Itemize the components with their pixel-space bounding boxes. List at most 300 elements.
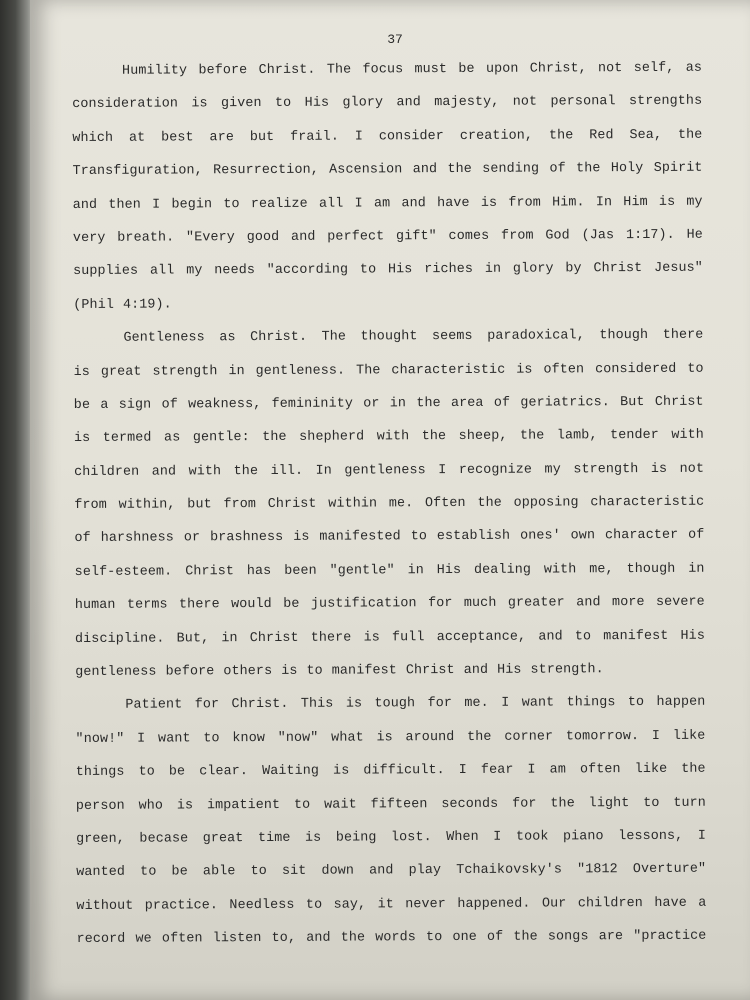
word: consideration bbox=[72, 96, 179, 113]
word: or bbox=[363, 396, 380, 412]
word: the bbox=[550, 795, 575, 812]
word: but bbox=[187, 497, 212, 513]
word: great bbox=[100, 364, 142, 380]
word: from bbox=[501, 228, 534, 244]
text-line bbox=[77, 927, 707, 964]
word: difficult. bbox=[363, 763, 445, 779]
word: paradoxical, bbox=[487, 328, 585, 344]
word: am bbox=[549, 762, 566, 778]
word: it bbox=[377, 897, 394, 913]
text-line bbox=[74, 426, 704, 463]
word: much bbox=[463, 596, 497, 612]
word: often bbox=[543, 361, 585, 378]
word: area bbox=[450, 395, 484, 411]
word: manifest bbox=[331, 663, 397, 679]
word: often bbox=[161, 931, 203, 947]
word: and bbox=[463, 662, 489, 678]
word: at bbox=[128, 130, 146, 146]
word: to bbox=[250, 864, 267, 880]
word: supplies bbox=[73, 264, 139, 280]
word: without bbox=[76, 898, 134, 914]
word: In bbox=[595, 194, 613, 210]
word: I bbox=[458, 763, 467, 779]
word: be bbox=[171, 864, 188, 880]
word: seems bbox=[431, 329, 473, 345]
word: I bbox=[493, 829, 502, 845]
word: Christ. bbox=[231, 697, 289, 713]
word: severe bbox=[655, 594, 705, 611]
word: have bbox=[437, 195, 470, 211]
word: by bbox=[565, 261, 582, 277]
word: Christ bbox=[267, 496, 317, 513]
word: geriatrics. bbox=[520, 395, 610, 411]
word: for bbox=[512, 796, 537, 812]
word: His bbox=[387, 262, 413, 278]
word: to bbox=[627, 695, 645, 711]
word: the bbox=[233, 463, 259, 479]
page-number: 37 bbox=[387, 32, 403, 47]
text-line bbox=[75, 626, 705, 663]
word: person bbox=[75, 798, 125, 814]
word: I bbox=[697, 828, 706, 844]
text-line bbox=[73, 226, 703, 263]
word: justification bbox=[310, 596, 417, 613]
word: my bbox=[686, 194, 703, 210]
word: words bbox=[375, 930, 416, 946]
word: must bbox=[414, 62, 448, 78]
word: as bbox=[164, 430, 181, 446]
word: want bbox=[521, 695, 555, 712]
word: to bbox=[138, 764, 155, 780]
word: realize bbox=[250, 196, 308, 212]
word: Christ bbox=[405, 663, 455, 679]
text-line bbox=[73, 159, 703, 196]
word: (Jas bbox=[581, 228, 615, 244]
word: which bbox=[72, 130, 114, 146]
word: is bbox=[281, 663, 298, 679]
word: manifest bbox=[603, 628, 669, 644]
word: But, bbox=[176, 630, 210, 647]
word: sit bbox=[281, 864, 307, 880]
word: am bbox=[373, 195, 391, 211]
word: things bbox=[566, 695, 616, 711]
word: thought bbox=[360, 329, 418, 345]
word: and bbox=[401, 195, 426, 211]
text-line bbox=[74, 359, 704, 396]
word: to bbox=[140, 864, 157, 881]
word: human bbox=[74, 598, 116, 614]
word: I bbox=[651, 728, 661, 744]
word: turn bbox=[673, 795, 706, 811]
word: within, bbox=[118, 497, 176, 513]
word: one bbox=[452, 930, 477, 946]
word: greater bbox=[507, 595, 565, 611]
word: breath. bbox=[117, 230, 175, 246]
word: tough bbox=[374, 696, 416, 712]
text-line bbox=[74, 493, 704, 530]
word: is bbox=[176, 797, 194, 814]
word: as bbox=[685, 60, 703, 76]
word: His bbox=[497, 662, 522, 678]
word: is bbox=[376, 730, 393, 746]
word: the bbox=[548, 128, 574, 144]
word: full bbox=[391, 629, 425, 645]
word: what bbox=[331, 730, 364, 746]
word: gentleness bbox=[75, 664, 157, 681]
word: 4:19). bbox=[122, 297, 172, 313]
word: and bbox=[306, 930, 331, 946]
word: perfect bbox=[327, 229, 385, 245]
word: be bbox=[168, 764, 186, 780]
word: is bbox=[304, 830, 322, 846]
word: I bbox=[527, 762, 536, 778]
word: children bbox=[577, 895, 643, 912]
word: my bbox=[186, 263, 203, 279]
word: Transfiguration, bbox=[72, 163, 203, 180]
word: with bbox=[376, 429, 410, 445]
word: took bbox=[515, 829, 549, 845]
word: though bbox=[626, 561, 676, 577]
word: is bbox=[73, 431, 91, 447]
word: and bbox=[576, 595, 601, 611]
word: in bbox=[389, 396, 407, 412]
word: of bbox=[549, 161, 566, 177]
word: Our bbox=[541, 896, 567, 912]
word: more bbox=[612, 595, 645, 611]
word: me, bbox=[589, 562, 614, 578]
word: the bbox=[513, 929, 538, 945]
word: opposing bbox=[513, 495, 579, 511]
word: majesty, bbox=[434, 95, 500, 111]
text-line bbox=[74, 526, 704, 563]
word: self-esteem. bbox=[74, 564, 173, 580]
book-spine-shadow bbox=[0, 0, 34, 1000]
word: Patient bbox=[125, 697, 183, 714]
word: often bbox=[579, 762, 621, 778]
word: "practice bbox=[633, 928, 707, 945]
word: best bbox=[161, 130, 194, 146]
word: like bbox=[672, 728, 706, 744]
word: want bbox=[158, 731, 191, 747]
word: needs bbox=[214, 263, 256, 279]
word: for bbox=[427, 696, 453, 712]
word: dealing bbox=[473, 562, 532, 578]
word: gentleness bbox=[344, 462, 426, 479]
word: When bbox=[446, 829, 479, 846]
word: Holy bbox=[610, 161, 644, 177]
word: to, bbox=[271, 930, 297, 947]
word: are bbox=[209, 129, 234, 146]
word: frail. bbox=[290, 129, 339, 145]
word: of bbox=[161, 397, 178, 413]
word: brashness bbox=[210, 530, 284, 546]
word: impatient bbox=[206, 797, 281, 813]
word: to bbox=[643, 795, 660, 811]
word: becase bbox=[139, 831, 189, 847]
word: but bbox=[249, 129, 275, 145]
word: gift" bbox=[396, 229, 437, 245]
word: in bbox=[688, 561, 705, 577]
word: as bbox=[219, 330, 236, 346]
word: is bbox=[73, 364, 90, 380]
word: Christ bbox=[593, 261, 643, 277]
word: His bbox=[680, 628, 705, 644]
word: lessons, bbox=[618, 828, 684, 845]
word: upon bbox=[485, 61, 519, 77]
word: and bbox=[412, 162, 438, 178]
word: the bbox=[467, 729, 492, 745]
word: then bbox=[108, 197, 141, 213]
word: before bbox=[198, 63, 248, 79]
word: discipline. bbox=[74, 631, 165, 647]
word: The bbox=[321, 329, 347, 345]
word: strengths bbox=[628, 94, 703, 110]
word: "1812 bbox=[577, 862, 618, 878]
word: He bbox=[686, 227, 703, 243]
word: manifested bbox=[319, 529, 401, 546]
word: are bbox=[598, 929, 624, 945]
word: the bbox=[416, 395, 441, 412]
word: play bbox=[408, 863, 442, 879]
word: be bbox=[283, 597, 300, 613]
word: I bbox=[438, 462, 447, 478]
text-line bbox=[76, 827, 706, 864]
word: "according bbox=[266, 262, 349, 279]
word: to bbox=[305, 897, 323, 913]
word: "gentle" bbox=[329, 563, 395, 579]
word: and bbox=[538, 629, 563, 645]
word: recognize bbox=[458, 462, 533, 478]
word: with bbox=[543, 562, 577, 578]
word: clear. bbox=[199, 764, 249, 780]
word: me. bbox=[388, 496, 414, 512]
word: fear bbox=[480, 762, 514, 779]
word: with bbox=[188, 463, 222, 480]
word: acceptance, bbox=[436, 629, 527, 645]
word: to bbox=[223, 196, 240, 212]
word: strength bbox=[573, 461, 639, 478]
word: weakness, bbox=[188, 396, 262, 413]
word: Humility bbox=[122, 63, 188, 79]
word: Overture" bbox=[632, 862, 707, 878]
word: be bbox=[73, 397, 91, 413]
word: say, bbox=[333, 897, 367, 913]
word: tender bbox=[610, 428, 659, 444]
word: have bbox=[654, 895, 687, 911]
word: of bbox=[74, 531, 91, 547]
word: in bbox=[228, 363, 245, 379]
word: happened. bbox=[457, 896, 531, 912]
word: with bbox=[671, 427, 704, 444]
word: to bbox=[293, 797, 311, 813]
word: begin bbox=[171, 196, 213, 213]
word: His bbox=[436, 562, 462, 578]
text-line bbox=[75, 727, 705, 764]
word: characteristic bbox=[590, 494, 705, 511]
word: happen bbox=[656, 695, 706, 711]
word: to bbox=[359, 262, 377, 278]
word: to bbox=[306, 663, 323, 679]
word: given bbox=[220, 96, 262, 112]
word: This bbox=[300, 697, 334, 713]
word: has bbox=[246, 563, 272, 579]
word: and bbox=[72, 197, 98, 213]
word: seconds bbox=[441, 796, 499, 812]
word: Resurrection, bbox=[213, 162, 319, 179]
word: light bbox=[588, 795, 630, 811]
word: In bbox=[315, 463, 332, 479]
word: piano bbox=[562, 829, 604, 845]
word: within bbox=[328, 496, 378, 512]
word: my bbox=[544, 462, 561, 478]
word: and bbox=[369, 863, 394, 879]
word: is bbox=[345, 696, 363, 712]
text-line bbox=[73, 326, 703, 363]
word: in bbox=[407, 563, 424, 579]
word: the bbox=[681, 761, 706, 778]
word: able bbox=[202, 864, 236, 880]
word: is bbox=[650, 461, 668, 477]
word: femininity bbox=[271, 396, 354, 412]
word: fifteen bbox=[370, 796, 428, 813]
word: gentleness. bbox=[255, 363, 346, 379]
word: before bbox=[165, 664, 215, 680]
word: "now!" bbox=[75, 731, 125, 747]
word: not bbox=[679, 461, 705, 477]
word: not bbox=[597, 61, 623, 77]
text-line bbox=[75, 593, 705, 630]
word: Christ bbox=[249, 630, 299, 646]
word: creation, bbox=[459, 128, 534, 144]
word: the bbox=[519, 428, 545, 444]
word: all bbox=[318, 196, 344, 212]
word: I bbox=[354, 129, 364, 145]
word: Waiting bbox=[262, 763, 320, 780]
word: very bbox=[72, 230, 106, 246]
word: sheep, bbox=[458, 429, 508, 445]
word: for bbox=[428, 596, 453, 612]
word: to bbox=[203, 731, 220, 747]
word: But bbox=[620, 394, 645, 411]
word: His bbox=[304, 96, 330, 112]
word: from bbox=[508, 195, 541, 211]
word: focus bbox=[362, 62, 404, 78]
word: to bbox=[426, 930, 443, 946]
word: there bbox=[310, 630, 352, 646]
word: from bbox=[223, 497, 257, 513]
word: sign bbox=[118, 397, 152, 413]
word: of bbox=[493, 395, 511, 411]
text-line bbox=[73, 292, 703, 329]
word: "now" bbox=[277, 730, 319, 746]
word: is bbox=[293, 530, 310, 546]
word: of bbox=[688, 528, 705, 544]
word: Him. bbox=[552, 194, 585, 211]
word: is bbox=[363, 630, 380, 646]
word: from bbox=[74, 497, 107, 514]
word: own bbox=[570, 528, 596, 544]
word: harshness bbox=[100, 530, 174, 547]
text-line bbox=[72, 92, 702, 129]
word: Gentleness bbox=[123, 330, 205, 346]
word: time bbox=[257, 830, 291, 847]
text-line bbox=[76, 793, 706, 830]
text-line bbox=[74, 459, 704, 496]
word: Christ. bbox=[250, 329, 308, 346]
text-line bbox=[76, 860, 706, 897]
word: wanted bbox=[76, 865, 126, 881]
word: (Phil bbox=[73, 297, 114, 313]
word: glory bbox=[512, 261, 554, 278]
word: sending bbox=[482, 161, 540, 178]
text-line bbox=[74, 393, 704, 430]
word: corner bbox=[504, 729, 554, 745]
word: Him bbox=[623, 194, 648, 210]
text-line bbox=[73, 259, 703, 296]
word: lost. bbox=[390, 830, 432, 846]
word: green, bbox=[76, 831, 125, 847]
word: to bbox=[410, 529, 428, 545]
text-line bbox=[76, 893, 706, 930]
word: Christ bbox=[654, 394, 704, 410]
word: a bbox=[698, 895, 707, 911]
word: personal bbox=[550, 94, 616, 110]
word: being bbox=[335, 830, 377, 846]
document-page bbox=[30, 0, 750, 1000]
word: shepherd bbox=[299, 429, 365, 446]
word: I bbox=[152, 197, 161, 213]
word: been bbox=[284, 563, 317, 579]
word: me. bbox=[464, 696, 489, 712]
word: Spirit bbox=[653, 160, 703, 177]
text-line bbox=[75, 660, 705, 697]
word: Red bbox=[589, 127, 614, 144]
word: the bbox=[340, 930, 366, 946]
word: who bbox=[138, 798, 164, 814]
word: Sea, bbox=[629, 127, 663, 143]
text-line bbox=[72, 59, 702, 96]
word: around bbox=[405, 729, 455, 746]
word: Christ, bbox=[529, 61, 587, 77]
word: never bbox=[405, 896, 446, 913]
word: God bbox=[545, 228, 570, 244]
word: be bbox=[458, 61, 475, 77]
word: ill. bbox=[270, 463, 304, 479]
text-line bbox=[75, 560, 705, 597]
word: I bbox=[137, 731, 146, 747]
word: ones' bbox=[520, 528, 561, 545]
word: The bbox=[326, 62, 352, 78]
word: children bbox=[74, 464, 140, 480]
word: of bbox=[486, 929, 504, 945]
word: great bbox=[202, 831, 244, 847]
word: character bbox=[604, 528, 679, 544]
word: and bbox=[151, 464, 177, 480]
word: down bbox=[321, 863, 355, 880]
word: establish bbox=[436, 529, 511, 545]
word: Jesus" bbox=[654, 261, 703, 277]
word: wait bbox=[324, 797, 357, 813]
word: the bbox=[262, 430, 287, 446]
body-text bbox=[72, 59, 707, 964]
word: there bbox=[178, 597, 220, 613]
word: we bbox=[135, 931, 152, 947]
word: in bbox=[221, 630, 238, 646]
text-line bbox=[73, 192, 703, 229]
word: like bbox=[634, 762, 668, 778]
word: lamb, bbox=[556, 428, 598, 444]
word: gentle: bbox=[192, 430, 250, 446]
